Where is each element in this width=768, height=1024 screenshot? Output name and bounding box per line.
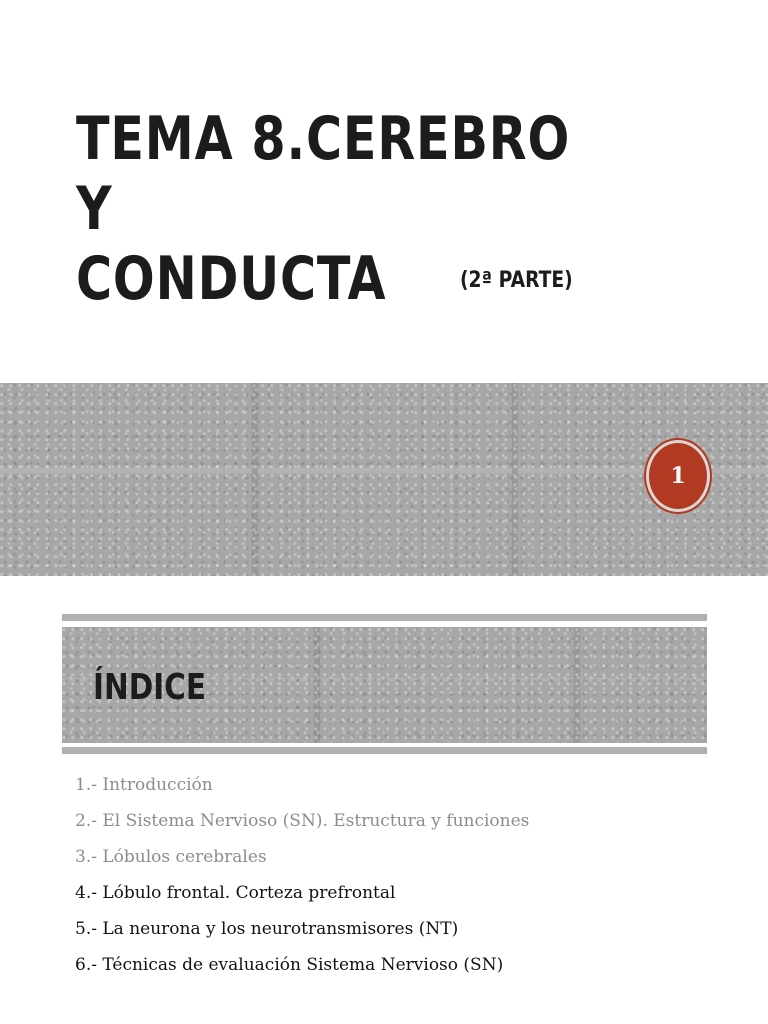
index-item-lobulo-frontal: 4.- Lóbulo frontal. Corteza prefrontal bbox=[75, 883, 396, 903]
page-number: 1 bbox=[670, 463, 686, 489]
index-heading: ÍNDICE bbox=[93, 667, 207, 708]
index-item-neurona: 5.- La neurona y los neurotransmisores (NT) bbox=[75, 919, 459, 939]
title-slide bbox=[0, 0, 768, 383]
index-header-band bbox=[62, 627, 707, 743]
index-header bbox=[62, 614, 707, 756]
slide-subtitle: (2ª PARTE) bbox=[460, 268, 573, 293]
index-header-bottom-stripe bbox=[62, 747, 707, 754]
index-item-tecnicas-evaluacion: 6.- Técnicas de evaluación Sistema Nervioso (SN) bbox=[75, 955, 504, 975]
index-list bbox=[75, 772, 735, 988]
index-item-introduccion: 1.- Introducción bbox=[75, 775, 213, 795]
slide-title-line-2: CONDUCTA bbox=[76, 244, 387, 314]
index-item-sistema-nervioso: 2.- El Sistema Nervioso (SN). Estructura y funciones bbox=[75, 811, 530, 831]
index-item-lobulos-cerebrales: 3.- Lóbulos cerebrales bbox=[75, 847, 267, 867]
index-header-top-stripe bbox=[62, 614, 707, 621]
page-number-badge bbox=[646, 440, 710, 512]
slide-title-line-1: TEMA 8.CEREBRO Y bbox=[76, 104, 571, 244]
